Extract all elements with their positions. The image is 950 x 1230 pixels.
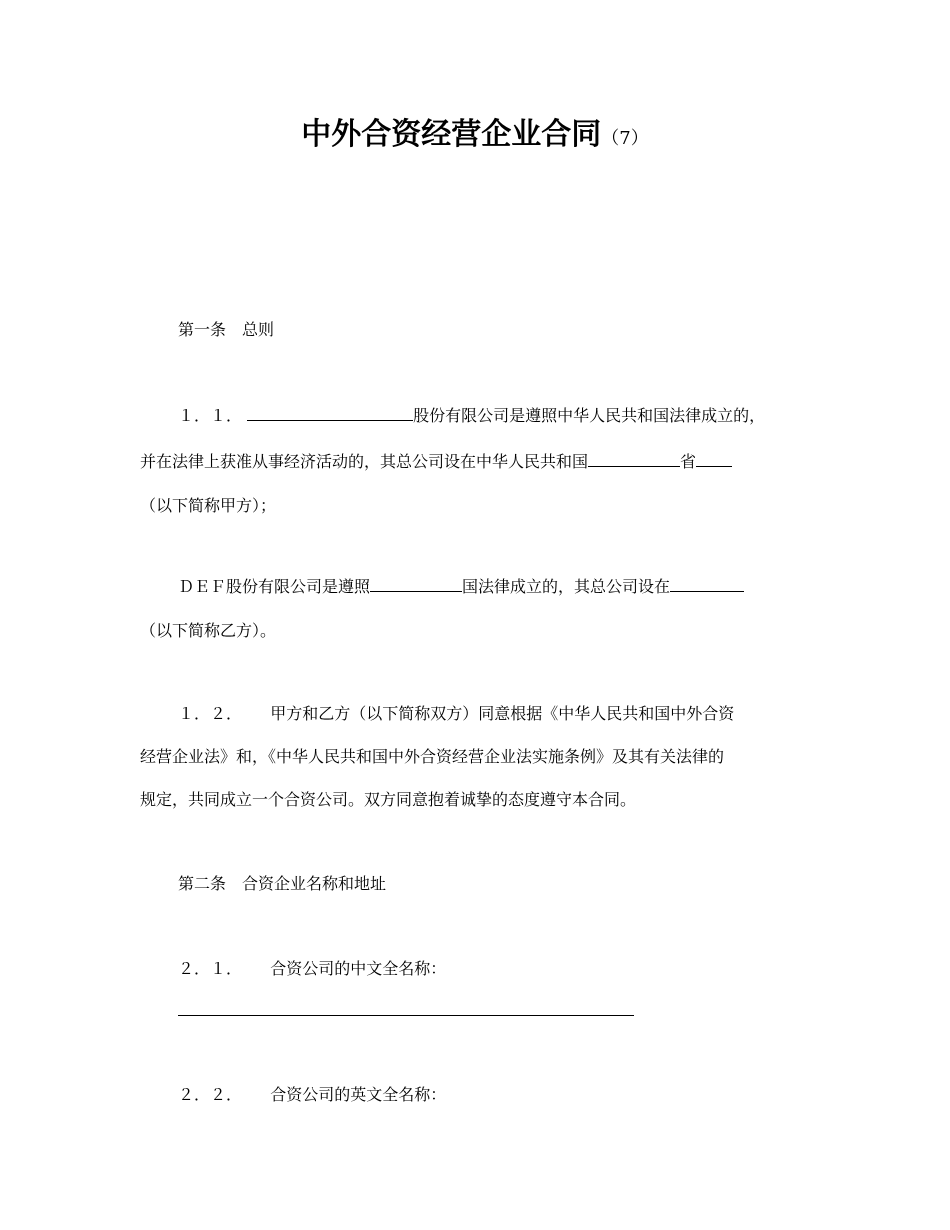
blank-province: [588, 449, 680, 467]
clause-def-line-1: [178, 574, 744, 599]
clause-def-text-a: ＤＥＦ股份有限公司是遵照: [178, 577, 371, 596]
clause-def-line-2: （以下简称乙方）。: [140, 621, 277, 640]
blank-country: [370, 574, 462, 592]
clause-1-1-line-2: [140, 449, 732, 474]
blank-hq-location: [670, 574, 744, 592]
article-2-heading: 第二条 合资企业名称和地址: [178, 874, 387, 893]
clause-1-2-line-1: [178, 702, 734, 726]
clause-2-1-text: 合资公司的中文全名称：: [270, 959, 447, 978]
clause-2-1-line: [178, 957, 446, 981]
clause-2-2-number: ２．２．: [178, 1085, 243, 1104]
title-number: （7）: [601, 128, 649, 149]
clause-2-2-text: 合资公司的英文全名称：: [270, 1085, 447, 1104]
article-1-heading: 第一条 总则: [178, 320, 275, 339]
clause-1-1-text-c: 省: [680, 452, 697, 471]
clause-1-1-text-a: 股份有限公司是遵照中华人民共和国法律成立的，: [413, 406, 766, 425]
clause-1-2-text-a: 甲方和乙方（以下简称双方）同意根据《中华人民共和国中外合资: [270, 704, 735, 723]
clause-1-1-text-b: 并在法律上获准从事经济活动的，其总公司设在中华人民共和国: [140, 452, 589, 471]
blank-chinese-name-line: [178, 1015, 634, 1016]
clause-2-2-line: [178, 1083, 446, 1107]
clause-def-text-b: 国法律成立的，其总公司设在: [462, 577, 671, 596]
blank-company-name: [247, 403, 413, 421]
clause-1-2-line-3: 规定，共同成立一个合资公司。双方同意抱着诚挚的态度遵守本合同。: [140, 790, 637, 809]
blank-city: [696, 449, 732, 467]
document-title: [0, 112, 950, 162]
clause-1-2-line-2: 经营企业法》和，《中华人民共和国中外合资经营企业法实施条例》及其有关法律的: [140, 747, 725, 766]
clause-1-2-number: １．２．: [178, 704, 243, 723]
clause-1-1-line-1: [178, 403, 765, 428]
clause-1-1-line-3: （以下简称甲方）；: [140, 496, 277, 515]
title-main: 中外合资经营企业合同: [301, 117, 602, 152]
clause-2-1-number: ２．１．: [178, 959, 243, 978]
clause-1-1-number: １．１．: [178, 406, 243, 425]
